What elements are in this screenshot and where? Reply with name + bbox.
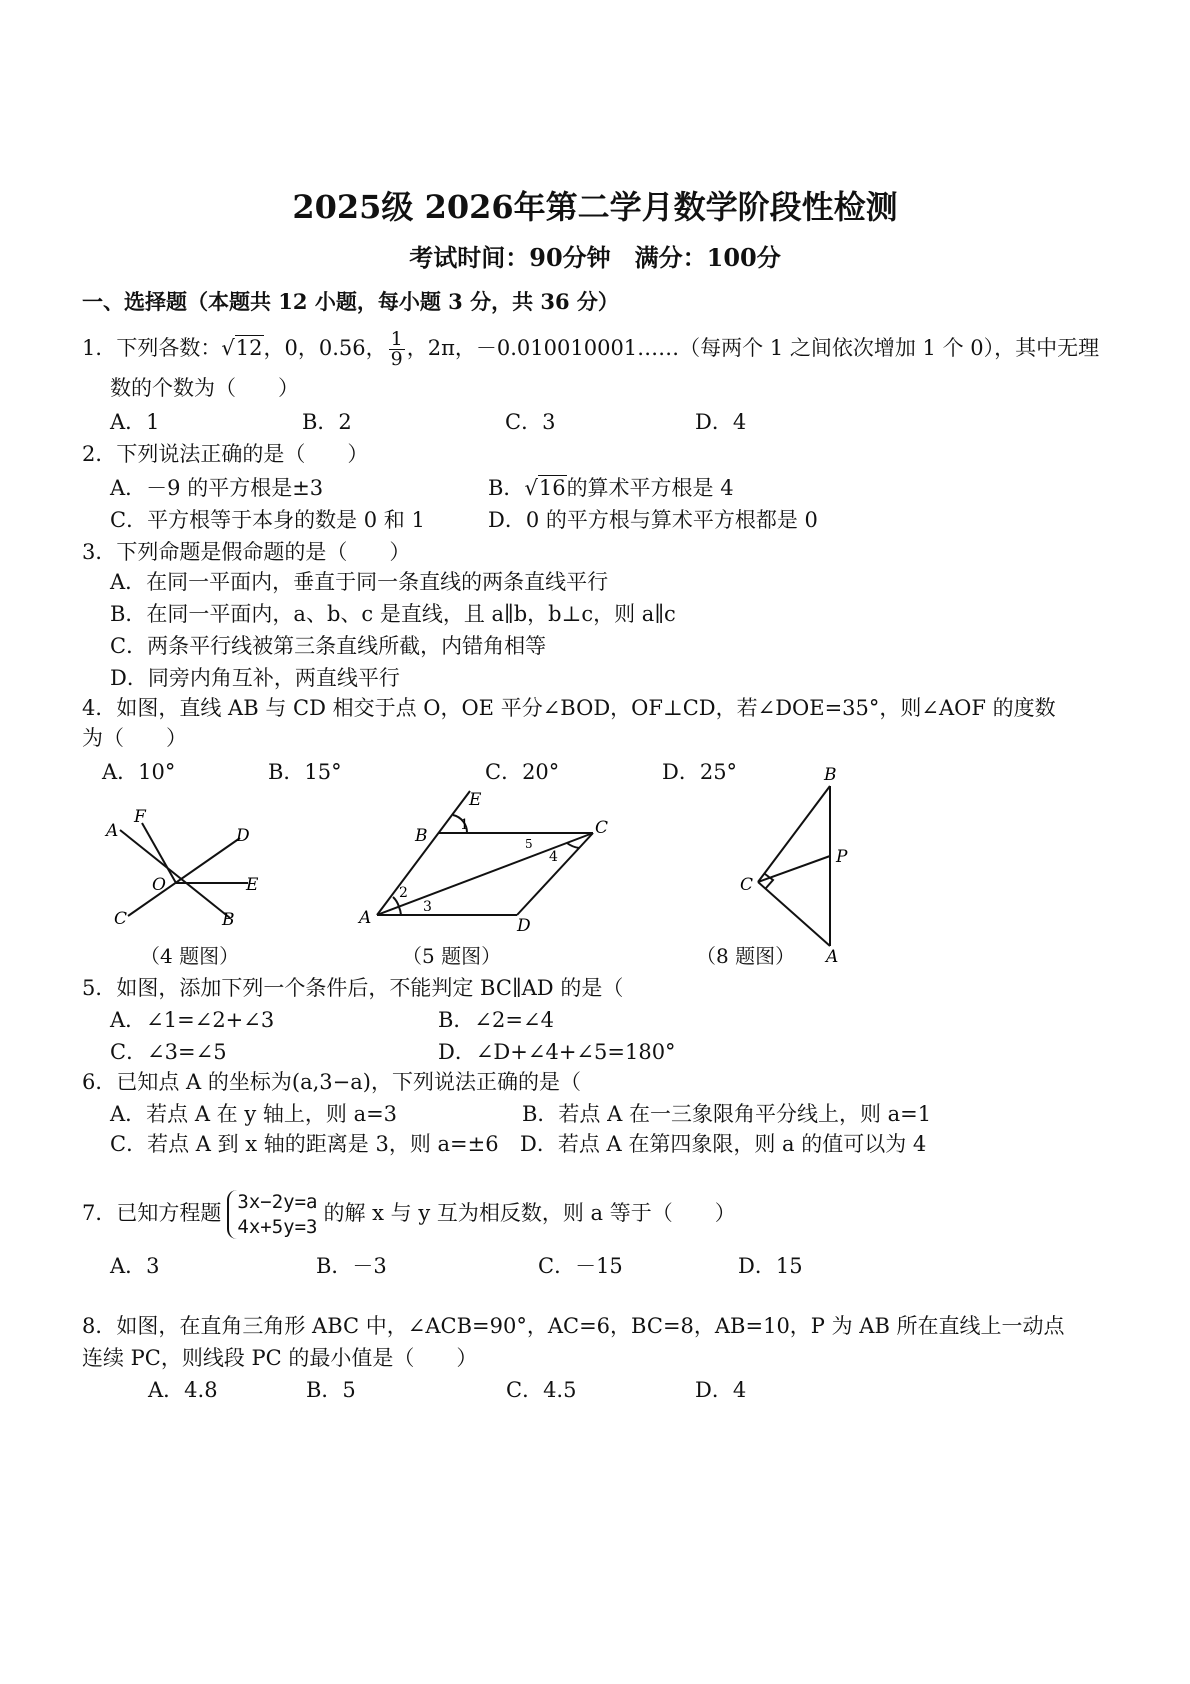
fig5-label-b: B xyxy=(415,826,428,846)
q6-option-c: C．若点 A 到 x 轴的距离是 3，则 a=±6 xyxy=(110,1132,499,1156)
fig5-angle-3: 3 xyxy=(423,899,432,915)
equation-2: 4x+5y=3 xyxy=(237,1215,318,1238)
question-1-stem xyxy=(82,330,1099,369)
q7-option-b: B．－3 xyxy=(316,1254,387,1278)
fig4-label-f: F xyxy=(134,808,146,827)
exam-info: 考试时间：90分钟 满分：100分 xyxy=(409,243,781,272)
q6-option-b: B．若点 A 在一三象限角平分线上，则 a=1 xyxy=(522,1102,932,1126)
q1-option-d: D．4 xyxy=(695,410,747,434)
q5-option-b: B．∠2=∠4 xyxy=(438,1008,554,1032)
question-2-stem xyxy=(82,438,368,468)
q2-option-a: A．－9 的平方根是±3 xyxy=(110,476,324,500)
fig5-label-e: E xyxy=(469,790,482,810)
q2-option-b: B．√16的算术平方根是 4 xyxy=(488,476,734,500)
question-number: 8． xyxy=(82,1314,117,1338)
question-7-stem xyxy=(82,1190,736,1239)
fig8-label-p: P xyxy=(836,847,848,867)
q3-option-a: A．在同一平面内，垂直于同一条直线的两条直线平行 xyxy=(110,570,609,594)
question-number: 2． xyxy=(82,442,117,466)
q6-option-d: D．若点 A 在第四象限，则 a 的值可以为 4 xyxy=(520,1132,927,1156)
fig8-label-a: A xyxy=(826,947,839,964)
fig4-label-c: C xyxy=(114,909,128,929)
figure-8-caption: （8 题图） xyxy=(696,944,796,968)
fig5-label-d: D xyxy=(517,916,531,936)
q4-text: 如图，直线 AB 与 CD 相交于点 O，OE 平分∠BOD，OF⊥CD，若∠DOE=35°，则∠AOF 的度数 xyxy=(116,696,1056,720)
figure-4-diagram xyxy=(100,808,280,938)
q8-option-c: C．4.5 xyxy=(506,1378,577,1402)
equation-1: 3x−2y=a xyxy=(237,1191,318,1213)
question-number: 5． xyxy=(82,976,117,1000)
q6-option-a: A．若点 A 在 y 轴上，则 a=3 xyxy=(110,1102,398,1126)
fig8-label-c: C xyxy=(740,875,754,895)
fig4-label-o: O xyxy=(152,875,166,895)
q8-option-d: D．4 xyxy=(695,1378,747,1402)
q3-option-b: B．在同一平面内，a、b、c 是直线，且 a∥b，b⊥c，则 a∥c xyxy=(110,602,676,626)
q1-lead: 下列各数： xyxy=(116,336,222,360)
q5-text: 如图，添加下列一个条件后，不能判定 BC∥AD 的是（ xyxy=(116,976,624,1000)
q7-option-d: D．15 xyxy=(738,1254,803,1278)
q1-nums: ，0，0.56， xyxy=(263,336,387,360)
q1-option-b: B．2 xyxy=(302,410,352,434)
figure-5-caption: （5 题图） xyxy=(402,944,502,968)
fig4-label-b: B xyxy=(222,910,235,930)
fig4-label-a: A xyxy=(106,821,119,841)
q2-text: 下列说法正确的是（ ） xyxy=(116,442,369,466)
q5-option-d: D．∠D+∠4+∠5=180° xyxy=(438,1040,676,1064)
page-title: 2025级 2026年第二学月数学阶段性检测 xyxy=(292,188,898,226)
sqrt-16: √16 xyxy=(524,476,566,500)
fig4-label-e: E xyxy=(246,875,259,895)
q8-option-a: A．4.8 xyxy=(148,1378,218,1402)
equation-system xyxy=(227,1190,317,1239)
section-heading: 一、选择题（本题共 12 小题，每小题 3 分，共 36 分） xyxy=(82,289,619,314)
q2-option-c: C．平方根等于本身的数是 0 和 1 xyxy=(110,508,425,532)
q7-option-c: C．－15 xyxy=(538,1254,623,1278)
fig5-angle-2: 2 xyxy=(399,885,408,901)
q2-option-d: D．0 的平方根与算术平方根都是 0 xyxy=(488,508,818,532)
fig5-label-a: A xyxy=(359,908,372,928)
sqrt-12: √12 xyxy=(221,336,263,360)
q4-option-b: B．15° xyxy=(268,760,342,784)
q1-option-a: A．1 xyxy=(110,410,160,434)
question-4-cont: 为（ ） xyxy=(82,726,187,750)
figure-4-caption: （4 题图） xyxy=(140,944,240,968)
q6-text: 已知点 A 的坐标为(a,3−a)，下列说法正确的是（ xyxy=(116,1070,581,1094)
q5-option-c: C．∠3=∠5 xyxy=(110,1040,227,1064)
question-8-stem xyxy=(82,1310,1065,1340)
q4-option-d: D．25° xyxy=(662,760,738,784)
fig8-label-b: B xyxy=(824,765,837,785)
question-5-stem xyxy=(82,972,623,1002)
question-number: 6． xyxy=(82,1070,117,1094)
question-number: 1． xyxy=(82,336,117,360)
question-8-cont: 连续 PC，则线段 PC 的最小值是（ ） xyxy=(82,1346,478,1370)
fig5-angle-4: 4 xyxy=(549,849,558,865)
q7-rest: 的解 x 与 y 互为相反数，则 a 等于（ ） xyxy=(323,1201,736,1226)
figure-5-diagram xyxy=(355,785,625,940)
fig5-angle-5: 5 xyxy=(525,837,533,851)
figure-8-diagram xyxy=(730,764,870,964)
question-number: 7． xyxy=(82,1201,117,1226)
question-number: 3． xyxy=(82,540,117,564)
question-6-stem xyxy=(82,1066,581,1096)
fraction-one-ninth: $\frac{1}{9}$ xyxy=(390,328,403,370)
q1-rest: ，2π，－0.010010001……（每两个 1 之间依次增加 1 个 0），其中无理 xyxy=(406,336,1100,360)
q1-option-c: C．3 xyxy=(505,410,556,434)
q4-option-a: A．10° xyxy=(102,760,176,784)
q8-text: 如图，在直角三角形 ABC 中，∠ACB=90°，AC=6，BC=8，AB=10，P 为 AB 所在直线上一动点 xyxy=(116,1314,1065,1338)
q3-option-d: D．同旁内角互补，两直线平行 xyxy=(110,666,400,690)
q8-option-b: B．5 xyxy=(306,1378,356,1402)
question-1-cont: 数的个数为（ ） xyxy=(110,376,299,400)
q3-text: 下列命题是假命题的是（ ） xyxy=(116,540,411,564)
q7-lead: 已知方程题 xyxy=(116,1201,222,1226)
q7-option-a: A．3 xyxy=(110,1254,160,1278)
q5-option-a: A．∠1=∠2+∠3 xyxy=(110,1008,275,1032)
question-3-stem xyxy=(82,536,410,566)
question-number: 4． xyxy=(82,696,117,720)
fig4-label-d: D xyxy=(236,826,250,846)
fig5-angle-1: 1 xyxy=(460,817,469,833)
question-4-stem xyxy=(82,692,1056,722)
q4-option-c: C．20° xyxy=(485,760,560,784)
fig5-label-c: C xyxy=(595,818,609,838)
q3-option-c: C．两条平行线被第三条直线所截，内错角相等 xyxy=(110,634,547,658)
